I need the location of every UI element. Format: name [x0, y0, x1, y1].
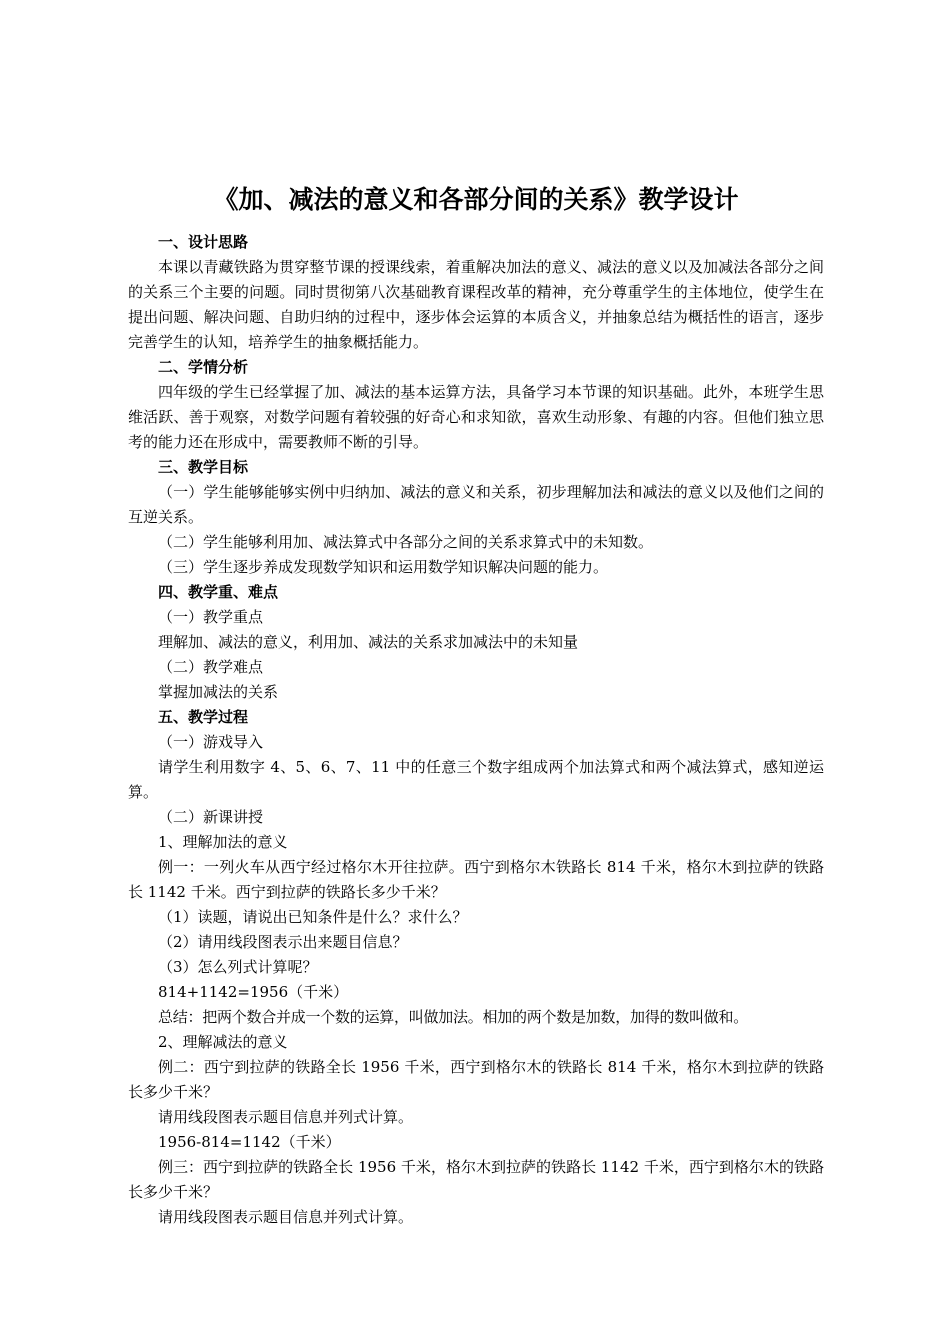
subheading-game-intro: （一）游戏导入	[158, 733, 264, 751]
paragraph-design-idea: 本课以青藏铁路为贯穿整节课的授课线索，着重解决加法的意义、减法的意义以及加减法各部分之间的关系三个主要的问题。同时贯彻第八次基础教育课程改革的精神，充分尊重学生的主体地位，使学生在提出问题、解决问题、自助归纳的过程中，逐步体会运算的本质含义，并抽象总结为概括性的语言，逐步完善学生的认知，培养学生的抽象概括能力。	[128, 258, 824, 351]
example-3: 例三：西宁到拉萨的铁路全长 1956 千米，格尔木到拉萨的铁路长 1142 千米，西宁到格尔木的铁路长多少千米？	[128, 1158, 824, 1201]
example-3-task: 请用线段图表示题目信息并列式计算。	[158, 1208, 414, 1226]
section-heading-student-analysis: 二、学情分析	[158, 358, 249, 376]
document-page	[128, 178, 824, 1230]
section-heading-teaching-goals: 三、教学目标	[158, 458, 249, 476]
goal-2: （二）学生能够利用加、减法算式中各部分之间的关系求算式中的未知数。	[158, 533, 654, 551]
document-title: 《加、减法的意义和各部分间的关系》教学设计	[213, 185, 739, 214]
subheading-difficulty: （二）教学难点	[158, 658, 264, 676]
example-2: 例二：西宁到拉萨的铁路全长 1956 千米，西宁到格尔木的铁路长 814 千米，格尔木到拉萨的铁路长多少千米？	[128, 1058, 824, 1101]
calculation-1: 814+1142=1956（千米）	[158, 983, 349, 1001]
example-2-task: 请用线段图表示题目信息并列式计算。	[158, 1108, 414, 1126]
item-subtraction-meaning: 2、理解减法的意义	[158, 1033, 288, 1051]
subheading-new-lesson: （二）新课讲授	[158, 808, 264, 826]
item-addition-meaning: 1、理解加法的意义	[158, 833, 288, 851]
section-heading-key-points: 四、教学重、难点	[158, 583, 279, 601]
example-1: 例一：一列火车从西宁经过格尔木开往拉萨。西宁到格尔木铁路长 814 千米，格尔木到拉萨的铁路长 1142 千米。西宁到拉萨的铁路长多少千米？	[128, 858, 824, 901]
question-3: （3）怎么列式计算呢？	[158, 958, 318, 976]
section-heading-teaching-process: 五、教学过程	[158, 708, 249, 726]
paragraph-game-intro: 请学生利用数字 4、5、6、7、11 中的任意三个数字组成两个加法算式和两个减法算式，感知逆运算。	[128, 758, 824, 801]
calculation-2: 1956-814=1142（千米）	[158, 1133, 341, 1151]
text-key-point: 理解加、减法的意义，利用加、减法的关系求加减法中的未知量	[158, 633, 579, 651]
question-2: （2）请用线段图表示出来题目信息？	[158, 933, 408, 951]
question-1: （1）读题，请说出已知条件是什么？求什么？	[158, 908, 468, 926]
subheading-key-point: （一）教学重点	[158, 608, 264, 626]
summary-addition: 总结：把两个数合并成一个数的运算，叫做加法。相加的两个数是加数，加得的数叫做和。	[158, 1008, 749, 1026]
goal-1: （一）学生能够能够实例中归纳加、减法的意义和关系，初步理解加法和减法的意义以及他们之间的互逆关系。	[128, 483, 824, 526]
goal-3: （三）学生逐步养成发现数学知识和运用数学知识解决问题的能力。	[158, 558, 609, 576]
text-difficulty: 掌握加减法的关系	[158, 683, 279, 701]
paragraph-student-analysis: 四年级的学生已经掌握了加、减法的基本运算方法，具备学习本节课的知识基础。此外，本班学生思维活跃、善于观察，对数学问题有着较强的好奇心和求知欲，喜欢生动形象、有趣的内容。但他们独立思考的能力还在形成中，需要教师不断的引导。	[128, 383, 824, 451]
section-heading-design-idea: 一、设计思路	[158, 233, 249, 251]
